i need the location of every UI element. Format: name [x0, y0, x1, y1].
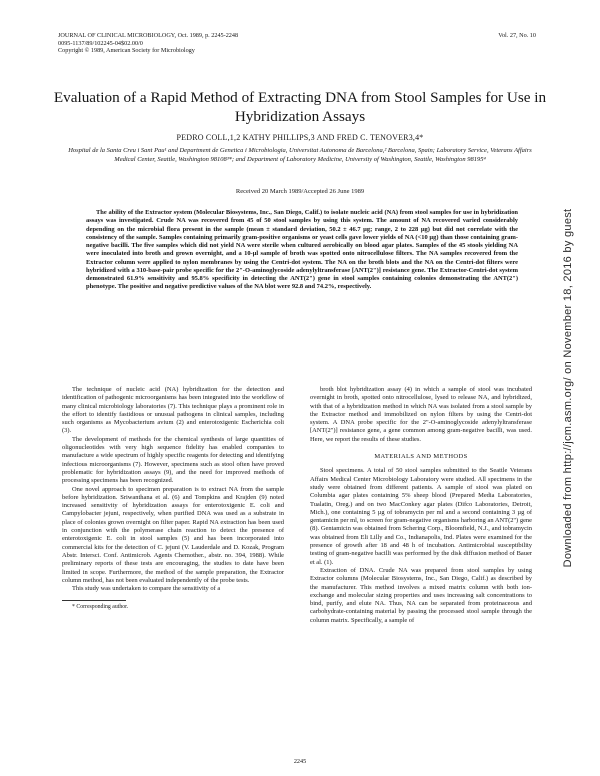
- intro-paragraph-2: The development of methods for the chemical synthesis of large quantities of oligonucleotides with very high sequence fidelity has enabled companies to manufacture a wide spectrum of highly specific reagents for detecting and identifying infectious microorganisms (7). However, specimens such as stool often have proved problematic for hybridization assays (9), and the need for improved methods of processing specimens has been recognized.: [62, 435, 284, 485]
- page-number: 2245: [293, 758, 307, 765]
- right-column: [310, 386, 532, 625]
- volume-label: Vol. 27, No. 10: [498, 32, 536, 39]
- left-column: [62, 386, 284, 611]
- intro-paragraph-4: This study was undertaken to compare the sensitivity of a: [72, 585, 221, 593]
- methods-paragraph-stool-specimens: Stool specimens. A total of 50 stool samples submitted to the Seattle Veterans Affairs Medical Center Microbiology Laboratory were studied. All specimens in the study were obtained from different patients. A sample of stool was plated on Columbia agar plates containing 5% sheep blood (Prepared Media Laboratories, Tualatin, Oreg.) and on two MacConkey agar plates (Difco Laboratories, Detroit, Mich.), one containing 5 µg of tobramycin per ml and a second containing 3 µg of gentamicin per ml, to screen for gram-negative organisms harboring an ANT(2") gene (8). Gentamicin was obtained from Schering Corp., Bloomfield, N.J., and tobramycin was obtained from Eli Lilly and Co., Indianapolis, Ind. Plates were examined for the presence of growth after 18 and 48 h of incubation. Antimicrobial susceptibility testing of gram-negative bacilli was performed by the disk diffusion method of Bauer et al. (1).: [310, 467, 532, 566]
- footnote-divider: [62, 600, 126, 601]
- copyright-notice: Copyright © 1989, American Society for Microbiology: [58, 47, 195, 55]
- intro-paragraph-3: One novel approach to specimen preparation is to extract NA from the sample before hybridization. Sriwanthana et al. (6) and Tompkins and Krajden (9) noted increased sensitivity of hybridization assays for enterotoxigenic E. coli and Campylobacter jejuni, respectively, when purified DNA was used as a substrate in place of colonies grown overnight on filter paper. Rapid NA extraction has been used in conjunction with the polymerase chain reaction to detect the presence of enterotoxigenic E. coli in stool samples (5) and has been incorporated into commercial kits for the detection of C. jejuni (V. Lauderdale and D. Kozak, Program Abstr. Intersci. Conf. Antimicrob. Agents Chemother., abstr. no. 394, 1988). While preliminary reports of these tests are encouraging, the studies to date have been limited in scope. Furthermore, the method of the sample preparation, the Extractor column method, has not been evaluated independently of the probe tests.: [62, 485, 284, 584]
- journal-citation: JOURNAL OF CLINICAL MICROBIOLOGY, Oct. 1989, p. 2245-2248: [58, 32, 239, 39]
- intro-paragraph-1: The technique of nucleic acid (NA) hybridization for the detection and identification of pathogenic microorganisms has been integrated into the workflow of many clinical microbiology laboratories (7). This technique plays a prominent role in the effort to identify fastidious or unusual pathogens in clinical samples, including such organisms as Mycobacterium avium (2) and enterotoxigenic Escherichia coli (3).: [62, 386, 284, 435]
- abstract: The ability of the Extractor system (Molecular Biosystems, Inc., San Diego, Calif.) to isolate nucleic acid (NA) from stool samples for use in hybridization assays was investigated. Crude NA was recovered from 45 of 50 stool samples by using this system. The amount of NA recovered varied considerably depending on the microbial flora present in the sample (mean ± standard deviation, 50.2 ± 46.7 µg; range, 2 to 228 µg) but did not correlate with the consistency of the sample. Samples containing primarily gram-positive organisms or yeast cells gave lower yields of NA (<10 µg) than those containing gram-negative bacilli. The five samples which did not yield NA were sterile when cultured aerobically on blood agar plates. Samples of the 45 stools yielding NA were inoculated into broth and grown overnight, and a 10-µl sample of broth was spotted onto nitrocellulose filters. The NA samples recovered from the Extractor column were applied to nylon membranes by using the Centri-dot system. The NA on the broth blots and the NA on the Centri-dot filters were hybridized with a 310-base-pair probe specific for the 2"-O-aminoglycoside adenylyltransferase [ANT(2")] resistance gene. The Extractor-Centri-dot system demonstrated 61.9% sensitivity and 95.8% specificity in detecting the ANT(2") gene in stool samples containing colonies demonstrating the ANT(2") phenotype. The positive and negative predictive values of the NA blot were 92.8 and 74.2%, respectively.: [86, 209, 518, 291]
- intro-paragraph-5: broth blot hybridization assay (4) in which a sample of stool was incubated overnight in broth, spotted onto nitrocellulose, lysed to release NA, and hybridized, with that of a hybridization method in which NA was isolated from a stool sample by the Extractor method and immobilized on nylon filters by using the Centri-dot system. A DNA probe specific for the 2"-O-aminoglycoside adenylyltransferase [ANT(2")] resistance gene, a gene common among gram-negative bacilli, was used. Here, we report the results of these studies.: [310, 386, 532, 443]
- author-list: PEDRO COLL,1,2 KATHY PHILLIPS,3 AND FRED C. TENOVER3,4*: [176, 133, 424, 142]
- journal-header: [58, 32, 358, 55]
- received-accepted-dates: Received 20 March 1989/Accepted 26 June 1989: [235, 188, 365, 195]
- methods-paragraph-dna-extraction: Extraction of DNA. Crude NA was prepared from stool samples by using Extractor columns (Molecular Biosystems, Inc., San Diego, Calif.) as described by the manufacturer. This method involves a mixed matrix column with both ion-exchange and molecular sizing properties and uses increasing salt concentrations to bind, purify, and elute NA. Thus, NA can be separated from proteinaceous and carbohydrate-containing material by passing the processed stool sample through the column matrix. Specifically, a sample of: [310, 566, 532, 624]
- journal-code: 0095-1137/89/102245-04$02.00/0: [58, 39, 143, 47]
- corresponding-author-footnote: * Corresponding author.: [72, 604, 129, 611]
- section-heading-methods: MATERIALS AND METHODS: [374, 453, 468, 461]
- article-title: Evaluation of a Rapid Method of Extracting DNA from Stool Samples for Use in Hybridization Assays: [53, 89, 547, 125]
- watermark-text: Downloaded from http://jcm.asm.org/ on November 18, 2016 by guest: [562, 208, 574, 568]
- author-affiliations: Hospital de la Santa Creu i Sant Pau¹ and Department de Genetica i Microbiologia, Universitat Autonoma de Barcelona,² Barcelona, Spain; Laboratory Service, Veterans Affairs Medical Center, Seattle, Washington 98108³*; and Department of Laboratory Medicine, University of Washington, Seattle, Washington 98195⁴: [68, 147, 532, 163]
